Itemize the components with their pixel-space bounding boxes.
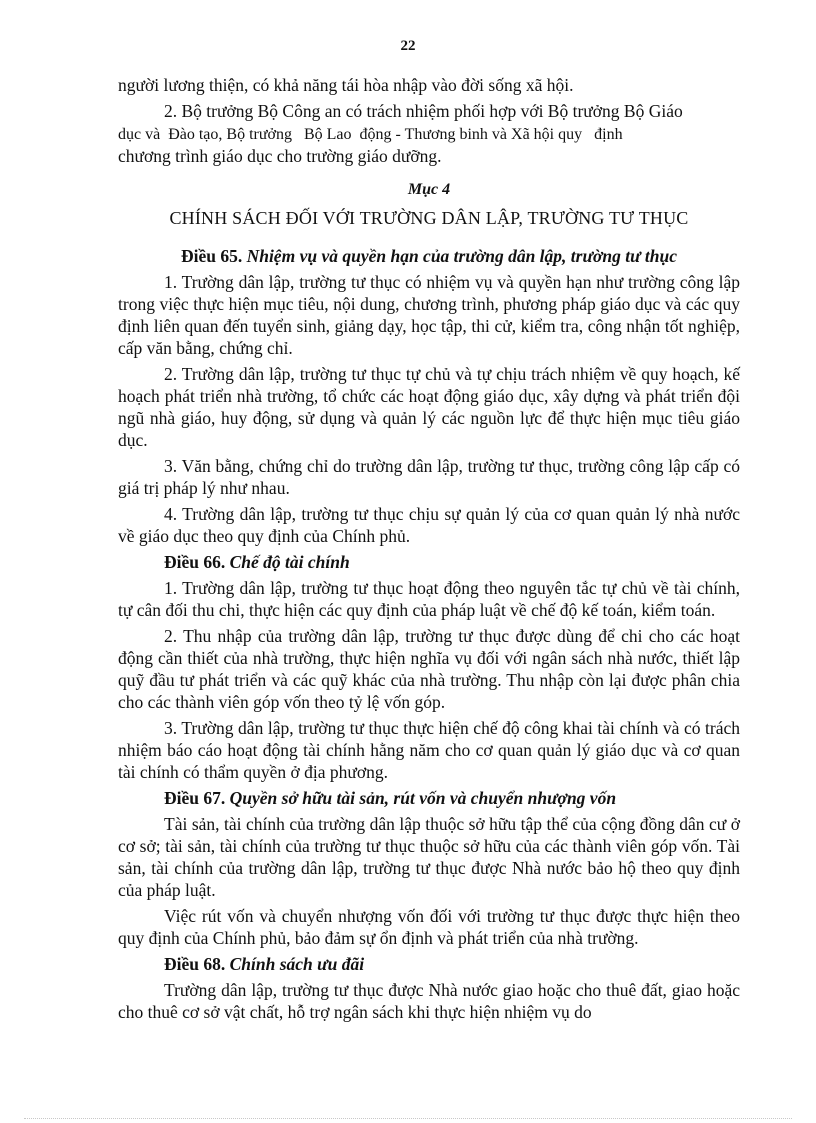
article-66-clause-2: 2. Thu nhập của trường dân lập, trường tư thục được dùng để chi cho các hoạt động cần thiết của nhà trường, thực hiện nghĩa vụ đối với ngân sách nhà nước, thiết lập quỹ đầu tư phát triển và các quỹ khác của nhà trường. Thu nhập còn lại được phân chia cho các thành viên góp vốn theo tỷ lệ vốn góp. <box>118 626 740 712</box>
article-65-clause-3: 3. Văn bằng, chứng chỉ do trường dân lập, trường tư thục, trường công lập cấp có giá trị pháp lý như nhau. <box>118 456 740 498</box>
article-65-clause-4: 4. Trường dân lập, trường tư thục chịu sự quản lý của cơ quan quản lý nhà nước về giáo dục theo quy định của Chính phủ. <box>118 504 740 546</box>
article-67-paragraph-1: Tài sản, tài chính của trường dân lập thuộc sở hữu tập thể của cộng đồng dân cư ở cơ sở; tài sản, tài chính của trường tư thục thuộc sở hữu của các thành viên góp vốn. Tài sản, tài chính của trường dân lập, trường tư thục được Nhà nước bảo hộ theo quy định của pháp luật. <box>118 814 740 900</box>
article-67-heading <box>118 787 740 809</box>
intro-paragraph-2-line-1: 2. Bộ trưởng Bộ Công an có trách nhiệm phối hợp với Bộ trưởng Bộ Giáo <box>164 101 683 121</box>
article-66-title: Chế độ tài chính <box>229 552 350 572</box>
article-66-number: Điều 66. <box>164 552 226 572</box>
article-65-title: Nhiệm vụ và quyền hạn của trường dân lập, trường tư thục <box>246 246 678 266</box>
article-68-title: Chính sách ưu đãi <box>229 954 365 974</box>
article-68-paragraph-1: Trường dân lập, trường tư thục được Nhà nước giao hoặc cho thuê đất, giao hoặc cho thuê cơ sở vật chất, hỗ trợ ngân sách khi thực hiện nhiệm vụ do <box>118 980 740 1022</box>
page-bottom-divider <box>24 1118 792 1119</box>
intro-paragraph-2 <box>118 100 740 167</box>
article-65-clause-1: 1. Trường dân lập, trường tư thục có nhiệm vụ và quyền hạn như trường công lập trong việc thực hiện mục tiêu, nội dung, chương trình, phương pháp giáo dục và các quy định liên quan đến tuyển sinh, giảng dạy, học tập, thi cử, kiểm tra, công nhận tốt nghiệp, cấp văn bằng, chứng chỉ. <box>118 272 740 358</box>
page-number: 22 <box>400 38 416 54</box>
article-67-title: Quyền sở hữu tài sản, rút vốn và chuyển nhượng vốn <box>229 788 617 808</box>
document-body <box>118 74 740 1027</box>
article-65-heading <box>118 245 740 267</box>
article-68-heading <box>118 953 740 975</box>
article-67-number: Điều 67. <box>164 788 226 808</box>
article-66-heading <box>118 551 740 573</box>
article-67-paragraph-2: Việc rút vốn và chuyển nhượng vốn đối với trường tư thục được thực hiện theo quy định của Chính phủ, bảo đảm sự ổn định và phát triển của nhà trường. <box>118 906 740 948</box>
article-66-clause-3: 3. Trường dân lập, trường tư thục thực hiện chế độ công khai tài chính và có trách nhiệm báo cáo hoạt động tài chính hằng năm cho cơ quan quản lý giáo dục và cơ quan tài chính có thẩm quyền ở địa phương. <box>118 718 740 782</box>
intro-paragraph-2-line-3: chương trình giáo dục cho trường giáo dưỡng. <box>118 146 442 166</box>
article-66-clause-1: 1. Trường dân lập, trường tư thục hoạt động theo nguyên tắc tự chủ về tài chính, tự cân đối thu chi, thực hiện các quy định của pháp luật về chế độ kế toán, kiểm toán. <box>118 578 740 620</box>
section-label: Mục 4 <box>407 181 451 198</box>
intro-paragraph-2-line-2: dục và Đào tạo, Bộ trưởng Bộ Lao động - Thương binh và Xã hội quy định <box>118 126 623 143</box>
article-65-clause-2: 2. Trường dân lập, trường tư thục tự chủ và tự chịu trách nhiệm về quy hoạch, kế hoạch phát triển nhà trường, tổ chức các hoạt động giáo dục, xây dựng và phát triển đội ngũ nhà giáo, huy động, sử dụng và quản lý các nguồn lực để thực hiện mục tiêu giáo dục. <box>118 364 740 450</box>
section-title: CHÍNH SÁCH ĐỐI VỚI TRƯỜNG DÂN LẬP, TRƯỜNG TƯ THỤC <box>169 208 689 228</box>
article-65-number: Điều 65. <box>180 246 243 266</box>
article-68-number: Điều 68. <box>164 954 226 974</box>
intro-line: người lương thiện, có khả năng tái hòa nhập vào đời sống xã hội. <box>118 75 574 95</box>
